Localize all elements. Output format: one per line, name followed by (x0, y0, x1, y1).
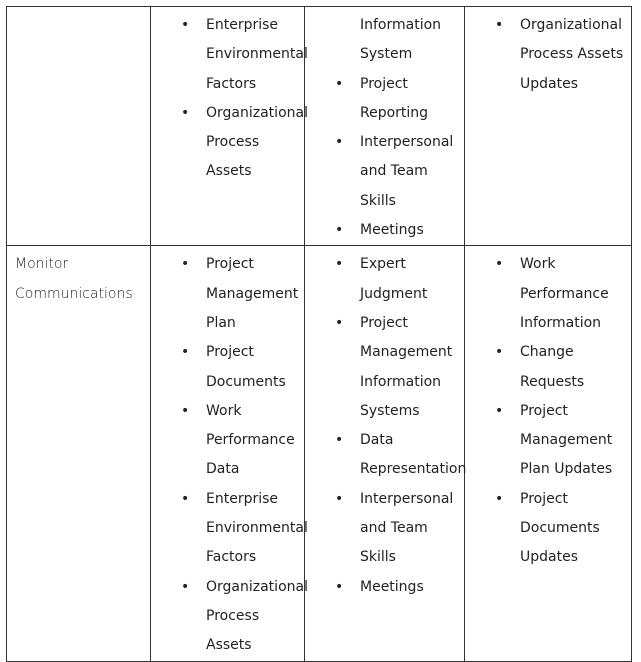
bullet-icon: • (181, 402, 190, 419)
tools-cell (305, 246, 465, 661)
outputs-cell (465, 246, 632, 661)
list-item: • Project Documents (151, 338, 304, 397)
process-cell (7, 7, 151, 246)
process-name (7, 7, 150, 11)
bullet-icon: • (335, 314, 344, 331)
list-item: • Work Performance Information (465, 250, 631, 338)
list-item: • Enterprise Environmental Factors (151, 11, 304, 99)
bullet-icon: • (335, 222, 344, 239)
list-item: • Meetings (305, 573, 464, 602)
list-item: • Project Documents Updates (465, 485, 631, 573)
list-item: • Work Performance Data (151, 397, 304, 485)
bullet-icon: • (335, 134, 344, 151)
list-item: • Project Reporting (305, 70, 464, 129)
bullet-icon: • (181, 17, 190, 33)
outputs-list (465, 7, 631, 99)
bullet-icon: • (495, 344, 504, 361)
bullet-icon: • (181, 104, 190, 121)
tools-list (305, 7, 464, 245)
process-cell (7, 246, 151, 661)
bullet-icon: • (181, 578, 190, 595)
bullet-icon: • (335, 578, 344, 595)
table-row (7, 246, 632, 661)
itto-table (6, 6, 632, 662)
list-item: • Interpersonal and Team Skills (305, 485, 464, 573)
outputs-cell (465, 7, 632, 246)
inputs-cell (151, 7, 308, 246)
bullet-icon: • (181, 344, 190, 361)
bullet-icon: • (335, 490, 344, 507)
list-item: • Interpersonal and Team Skills (305, 128, 464, 216)
tools-cell (305, 7, 465, 246)
bullet-icon: • (181, 490, 190, 507)
inputs-list (151, 246, 308, 660)
bullet-icon: • (495, 17, 504, 33)
list-item: • Project Management Information Systems (305, 309, 464, 426)
list-item: • Project Management Plan (151, 250, 304, 338)
process-name: Monitor Communications (15, 256, 133, 302)
bullet-icon: • (335, 432, 344, 449)
list-item: • Change Requests (465, 338, 631, 397)
bullet-icon: • (335, 256, 344, 273)
outputs-list (465, 246, 631, 572)
list-item: • Expert Judgment (305, 250, 464, 309)
table-row (7, 7, 632, 246)
list-item: • Organizational Process Assets Updates (465, 11, 631, 99)
bullet-icon: • (181, 256, 190, 273)
list-item: • Project Management Plan Updates (465, 397, 631, 485)
bullet-icon: • (495, 256, 504, 273)
tools-list (305, 246, 467, 602)
continued-item: Information System (360, 17, 442, 63)
list-item: • Enterprise Environmental Factors (151, 485, 304, 573)
bullet-icon: • (495, 402, 504, 419)
inputs-list (151, 7, 308, 187)
bullet-icon: • (335, 75, 344, 92)
list-item: • Meetings (305, 216, 464, 245)
inputs-cell (151, 246, 308, 661)
bullet-icon: • (495, 490, 504, 507)
list-item: • Data Representation (305, 426, 464, 485)
list-item: • Organizational Process Assets (151, 573, 304, 661)
list-item: • Organizational Process Assets (151, 99, 304, 187)
